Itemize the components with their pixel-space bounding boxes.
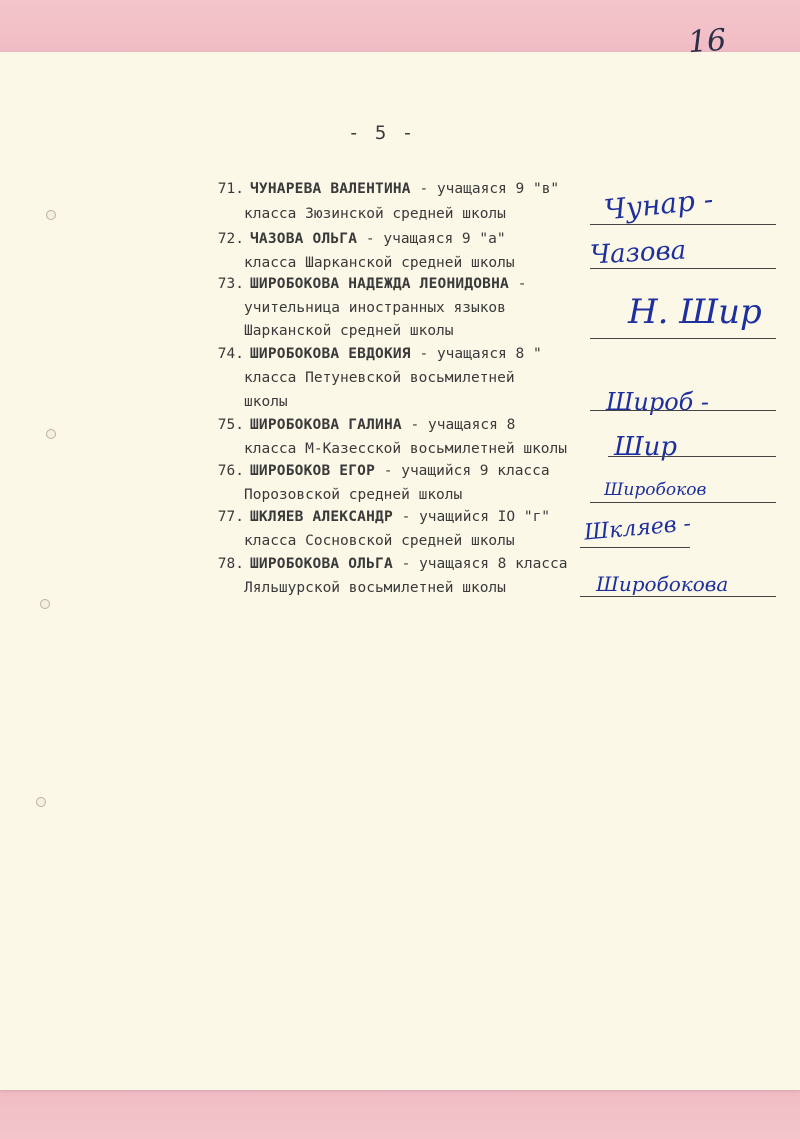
signature-71: Чунар - <box>602 182 715 227</box>
entry-name: ШИРОБОКОВА НАДЕЖДА ЛЕОНИДОВНА <box>250 276 509 292</box>
entry-number: 71. <box>217 181 244 197</box>
signature-77: Шкляев - <box>583 511 692 546</box>
entry-78-line-1 <box>200 555 568 573</box>
signature-76: Широбоков <box>604 480 707 500</box>
signature-78: Широбокова <box>596 572 729 596</box>
signature-74: Широб - <box>606 388 710 416</box>
entry-name: ШИРОБОКОВ ЕГОР <box>250 463 376 479</box>
signature-line-78 <box>580 596 776 597</box>
entry-name: ШИРОБОКОВА ЕВДОКИЯ <box>250 346 411 362</box>
entry-78-line-2: Ляльшурской восьмилетней школы <box>244 580 506 596</box>
signature-line-72 <box>590 268 776 269</box>
entry-name: ЧАЗОВА ОЛЬГА <box>250 231 358 247</box>
entry-description: - учащаяся 9 "а" <box>357 231 506 247</box>
signature-line-75 <box>608 456 776 457</box>
entry-number: 78. <box>217 556 244 572</box>
page-number: - 5 - <box>348 122 416 144</box>
entry-74-line-3: школы <box>244 394 288 410</box>
entry-description: - учащийся IO "г" <box>392 509 551 525</box>
entry-74-line-2: класса Петуневской восьмилетней <box>244 370 515 386</box>
entry-72-line-2: класса Шарканской средней школы <box>244 255 515 271</box>
entry-75-line-2: класса М-Казесской восьмилетней школы <box>244 441 568 457</box>
binder-hole <box>46 210 56 220</box>
entry-number: 74. <box>217 346 244 362</box>
binder-hole <box>36 797 46 807</box>
entry-number: 77. <box>217 509 244 525</box>
entry-description: - учащаяся 8 " <box>410 346 542 362</box>
entry-number: 72. <box>217 231 244 247</box>
entry-76-line-1 <box>200 462 550 480</box>
entry-71-line-1 <box>200 180 559 198</box>
archive-sheet-number: 16 <box>686 22 728 61</box>
entry-number: 75. <box>217 417 244 433</box>
entry-number: 73. <box>217 276 244 292</box>
entry-77-line-2: класса Сосновской средней школы <box>244 533 515 549</box>
entry-74-line-1 <box>200 345 542 363</box>
entry-75-line-1 <box>200 416 515 434</box>
entry-description: - учащаяся 9 "в" <box>410 181 560 197</box>
entry-77-line-1 <box>200 508 550 526</box>
entry-73-line-2: учительница иностранных языков <box>244 300 506 316</box>
signature-75: Шир <box>614 432 678 462</box>
entry-76-line-2: Порозовской средней школы <box>244 487 463 503</box>
signature-line-71 <box>590 224 776 225</box>
entry-71-line-2: класса Зюзинской средней школы <box>244 206 506 222</box>
entry-description: - учащаяся 8 класса <box>392 556 568 572</box>
entry-description: - учащаяся 8 <box>401 417 516 433</box>
entry-name: ШКЛЯЕВ АЛЕКСАНДР <box>250 509 393 525</box>
signature-73: Н. Шир <box>628 292 762 332</box>
entry-description: - учащийся 9 класса <box>375 463 550 479</box>
entry-name: ЧУНАРЕВА ВАЛЕНТИНА <box>250 181 411 197</box>
signature-72: Чазова <box>589 235 687 271</box>
entry-name: ШИРОБОКОВА ОЛЬГА <box>250 556 393 572</box>
entry-name: ШИРОБОКОВА ГАЛИНА <box>250 417 402 433</box>
signature-line-77 <box>580 547 690 548</box>
entry-73-line-3: Шарканской средней школы <box>244 323 454 339</box>
binder-hole <box>40 599 50 609</box>
entry-description: - <box>508 276 527 292</box>
entry-72-line-1 <box>200 230 506 248</box>
signature-line-76 <box>590 502 776 503</box>
signature-line-74 <box>590 410 776 411</box>
signature-line-73 <box>590 338 776 339</box>
binder-hole <box>46 429 56 439</box>
entry-73-line-1 <box>200 275 526 293</box>
entry-number: 76. <box>217 463 244 479</box>
